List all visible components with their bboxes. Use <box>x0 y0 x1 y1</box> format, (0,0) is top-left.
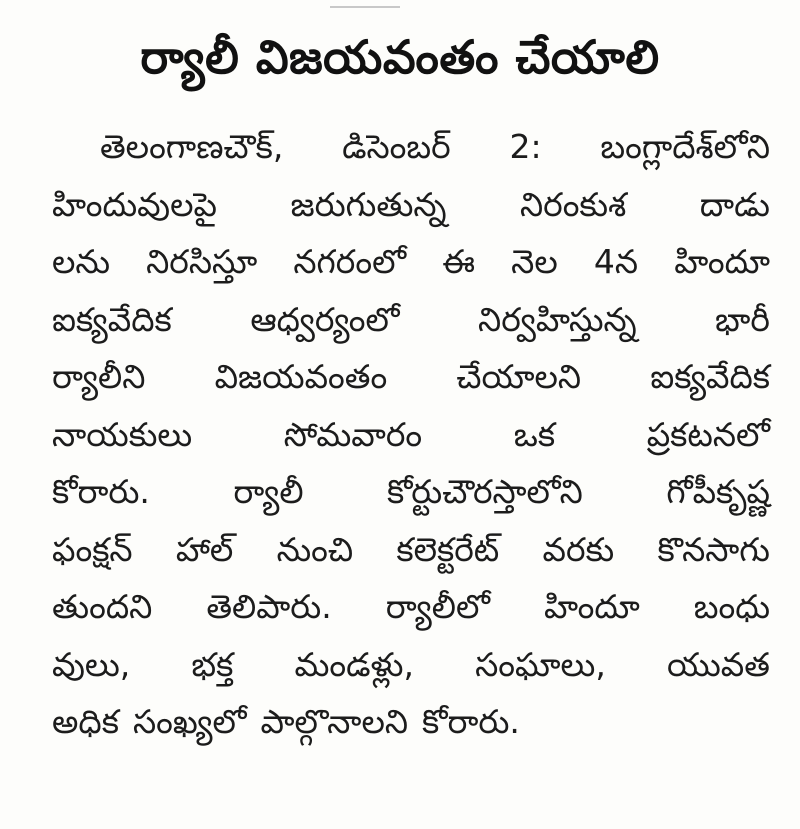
body-word: వులు, <box>52 644 131 684</box>
body-word: ర్యాలీని <box>52 357 146 396</box>
body-word: భారీ <box>715 299 770 339</box>
body-word: తెలిపారు. <box>206 587 332 626</box>
body-word: విజయవంతం <box>214 357 388 396</box>
body-word: భక్త <box>191 644 234 684</box>
body-word: చేయాలని <box>456 357 582 396</box>
body-word: ఒక <box>513 414 556 454</box>
body-word: కొనసాగు <box>657 529 770 569</box>
body-line-6 <box>52 406 770 464</box>
body-word: నాయకులు <box>52 414 193 454</box>
body-word: డిసెంబర్ <box>342 127 451 166</box>
body-word: 2: <box>509 127 542 166</box>
body-word: కలెక్టరేట్ <box>396 529 500 569</box>
body-word: పాల్గొనాలని <box>260 702 409 741</box>
body-word: కోర్టుచౌరస్తాలోని <box>387 472 583 511</box>
body-word: ఫంక్షన్ <box>52 529 133 569</box>
body-word: కోరారు. <box>52 472 150 511</box>
body-line-4 <box>52 291 770 349</box>
body-line-7 <box>52 463 770 521</box>
body-word: తెలంగాణచౌక్, <box>100 127 284 166</box>
body-word: ర్యాలీ <box>233 472 304 511</box>
body-word: వరకు <box>542 529 615 569</box>
body-line-8 <box>52 521 770 579</box>
article-headline: ర్యాలీ విజయవంతం చేయాలి <box>140 30 660 84</box>
body-word: నగరంలో <box>293 242 407 281</box>
body-line-5 <box>52 348 770 406</box>
body-line-10 <box>52 636 770 694</box>
body-line-3 <box>52 233 770 291</box>
body-line-2 <box>52 176 770 234</box>
body-word: నెల <box>511 242 558 281</box>
body-word: 4న <box>593 242 639 281</box>
body-word: నుంచి <box>276 529 354 569</box>
body-line-9 <box>52 578 770 636</box>
body-word: హిందూ <box>674 242 770 281</box>
top-edge-rule <box>330 0 400 8</box>
body-word: యువత <box>666 644 770 684</box>
body-word: ర్యాలీలో <box>385 587 490 626</box>
body-word: ఈ <box>442 242 476 281</box>
body-word: లను <box>52 242 110 281</box>
body-word: సంఖ్యలో <box>132 702 247 741</box>
body-word: దాడు <box>699 184 770 224</box>
body-word: కోరారు. <box>422 702 520 741</box>
body-word: బంధు <box>693 587 770 626</box>
body-word: మండళ్లు, <box>294 644 414 684</box>
body-word: ప్రకటనలో <box>646 414 770 454</box>
article-body <box>52 118 770 751</box>
body-word: బంగ్లాదేశ్‌లోని <box>600 127 770 166</box>
body-word: జరుగుతున్న <box>290 184 447 224</box>
body-word: అధిక <box>52 702 119 741</box>
body-word: నిరసిస్తూ <box>146 242 258 281</box>
body-word: గోపీకృష్ణ <box>666 472 770 511</box>
body-word: ఐక్యవేదిక <box>650 357 770 396</box>
body-line-1 <box>52 118 770 176</box>
body-word: హిందూ <box>543 587 640 626</box>
body-line-11 <box>52 693 770 751</box>
body-word: హాల్ <box>175 529 234 569</box>
body-word: ఐక్యవేదిక <box>52 299 172 339</box>
body-word: సంఘాలు, <box>475 644 606 684</box>
body-word: నిర్వహిస్తున్న <box>478 299 637 339</box>
body-word: తుందని <box>52 587 153 626</box>
body-word: ఆధ్వర్యంలో <box>250 299 400 339</box>
body-word: హిందువులపై <box>52 184 217 224</box>
body-word: సోమవారం <box>283 414 423 454</box>
body-word: నిరంకుశ <box>519 184 627 224</box>
